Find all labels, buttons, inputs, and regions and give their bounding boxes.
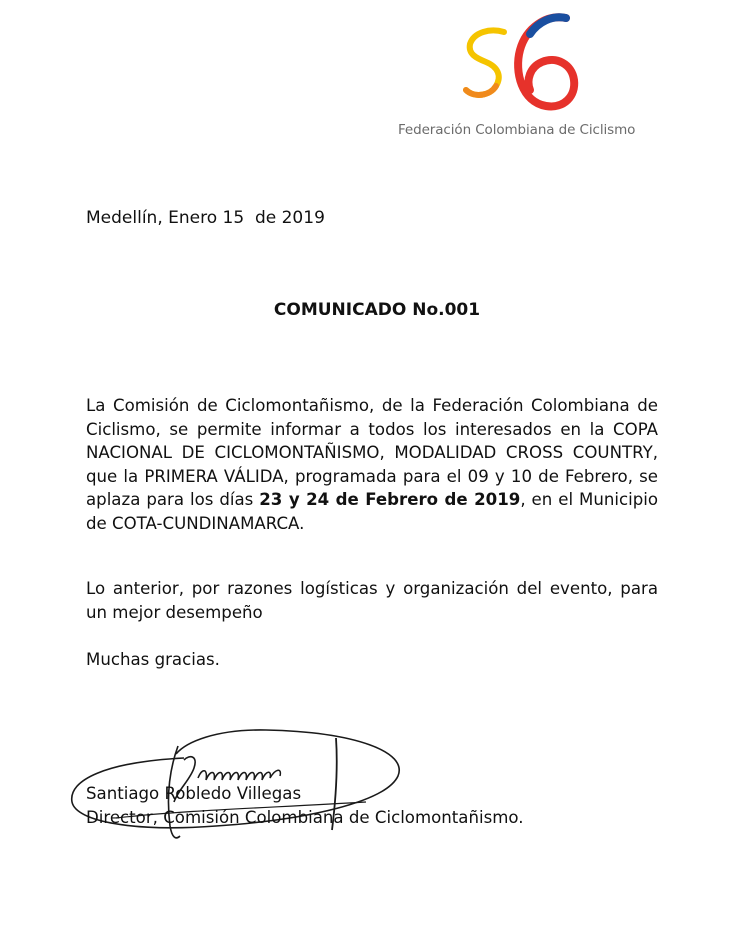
paragraph-announcement-part1: La Comisión de Ciclomontañismo, de la Federación Colombiana de Ciclismo, se permite informar a todos los interesados en la COPA NACIONAL DE CICLOMONTAÑISMO, MODALIDAD CROSS COUNTRY, que la PRIMERA VÁLIDA, programada para el 09 y 10 de Febrero, se aplaza para los días	[86, 396, 658, 509]
place-date: Medellín, Enero 15 de 2019	[86, 208, 325, 228]
letterhead-organization: Federación Colombiana de Ciclismo	[398, 122, 636, 138]
paragraph-announcement-part2: , en el Municipio de COTA-CUNDINAMARCA.	[86, 490, 659, 533]
federation-logo-icon	[460, 10, 580, 118]
new-dates: 23 y 24 de Febrero de 2019	[259, 490, 521, 509]
letterhead-logo	[398, 10, 648, 145]
closing: Muchas gracias.	[86, 650, 220, 669]
paragraph-announcement	[86, 394, 658, 535]
document-title: COMUNICADO No.001	[273, 300, 481, 320]
signatory-role: Director, Comisión Colombiana de Ciclomontañismo.	[86, 808, 524, 827]
signatory-name: Santiago Robledo Villegas	[86, 784, 302, 803]
paragraph-reason: Lo anterior, por razones logísticas y organización del evento, para un mejor desempeño	[86, 579, 658, 622]
